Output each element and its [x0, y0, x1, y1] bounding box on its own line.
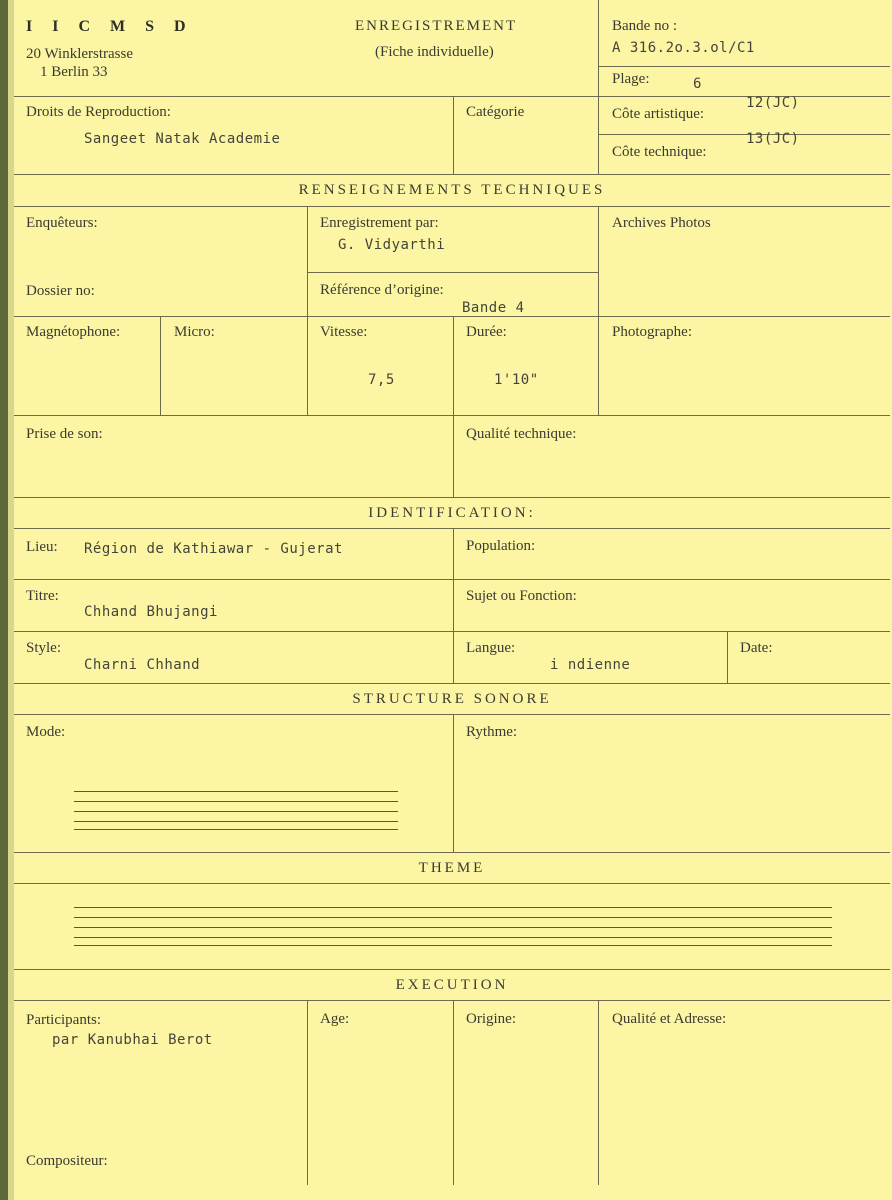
rule — [14, 683, 890, 684]
categorie-label: Catégorie — [466, 104, 525, 120]
form-subtitle: (Fiche individuelle) — [375, 44, 494, 60]
institute-logo: I I C M S D — [26, 18, 194, 35]
theme-writing-line — [74, 937, 832, 938]
date-label: Date: — [740, 640, 773, 656]
lieu-value: Région de Kathiawar - Gujerat — [84, 541, 343, 557]
rule — [14, 415, 890, 416]
rythme-label: Rythme: — [466, 724, 518, 740]
droits-label: Droits de Reproduction: — [26, 104, 171, 120]
section-heading-structure: STRUCTURE SONORE — [352, 691, 552, 707]
rule — [453, 1000, 454, 1185]
rule — [307, 1000, 308, 1185]
langue-label: Langue: — [466, 640, 516, 656]
rule — [14, 969, 890, 970]
address-line-2: 1 Berlin 33 — [40, 64, 108, 80]
duree-value: 1'10" — [494, 372, 539, 388]
rule — [598, 0, 599, 174]
qualite-technique-label: Qualité technique: — [466, 426, 577, 442]
form-title: ENREGISTREMENT — [355, 18, 518, 34]
card-edge-shadow — [0, 0, 8, 1200]
card-edge-highlight — [8, 0, 14, 1200]
mode-writing-line — [74, 821, 398, 822]
reference-value: Bande 4 — [462, 300, 525, 316]
address-line-1: 20 Winklerstrasse — [26, 46, 134, 62]
lieu-label: Lieu: — [26, 539, 58, 555]
reference-label: Référence d’origine: — [320, 282, 444, 298]
rule — [307, 272, 598, 273]
magnetophone-label: Magnétophone: — [26, 324, 121, 340]
micro-label: Micro: — [174, 324, 215, 340]
rule — [598, 134, 890, 135]
section-heading-technique: RENSEIGNEMENTS TECHNIQUES — [298, 182, 606, 198]
rule — [14, 174, 890, 175]
titre-label: Titre: — [26, 588, 59, 604]
bande-value: A 316.2o.3.ol/C1 — [612, 40, 755, 56]
participants-label: Participants: — [26, 1012, 101, 1028]
cote-technique-label: Côte technique: — [612, 144, 707, 160]
rule — [453, 528, 454, 683]
mode-writing-line — [74, 801, 398, 802]
droits-value: Sangeet Natak Academie — [84, 131, 281, 147]
compositeur-label: Compositeur: — [26, 1153, 108, 1169]
vitesse-value: 7,5 — [368, 372, 395, 388]
rule — [598, 1000, 599, 1185]
qualite-adresse-label: Qualité et Adresse: — [612, 1011, 727, 1027]
section-heading-identification: IDENTIFICATION: — [368, 505, 536, 521]
rule — [14, 883, 890, 884]
section-heading-theme: THEME — [418, 860, 486, 876]
plage-value: 6 — [693, 76, 702, 92]
theme-writing-line — [74, 917, 832, 918]
photographe-label: Photographe: — [612, 324, 692, 340]
rule — [453, 96, 454, 174]
titre-value: Chhand Bhujangi — [84, 604, 218, 620]
rule — [14, 528, 890, 529]
rule — [453, 316, 454, 415]
cote-artistique-label: Côte artistique: — [612, 106, 705, 122]
rule — [727, 631, 728, 683]
section-heading-execution: EXECUTION — [395, 977, 509, 993]
rule — [598, 66, 890, 67]
rule — [598, 206, 599, 415]
rule — [14, 1000, 890, 1001]
bande-label: Bande no : — [612, 18, 677, 34]
mode-writing-line — [74, 791, 398, 792]
theme-writing-line — [74, 945, 832, 946]
dossier-label: Dossier no: — [26, 283, 95, 299]
rule — [14, 316, 890, 317]
rule — [14, 852, 890, 853]
participants-value: par Kanubhai Berot — [52, 1032, 213, 1048]
enqueteurs-label: Enquêteurs: — [26, 215, 98, 231]
sujet-label: Sujet ou Fonction: — [466, 588, 577, 604]
style-label: Style: — [26, 640, 62, 656]
rule — [14, 714, 890, 715]
vitesse-label: Vitesse: — [320, 324, 368, 340]
archives-label: Archives Photos — [612, 215, 711, 231]
rule — [453, 714, 454, 852]
rule — [14, 497, 890, 498]
rule — [14, 579, 890, 580]
rule — [307, 206, 308, 415]
rule — [453, 415, 454, 497]
duree-label: Durée: — [466, 324, 507, 340]
enregistrement-value: G. Vidyarthi — [338, 237, 446, 253]
origine-label: Origine: — [466, 1011, 516, 1027]
population-label: Population: — [466, 538, 536, 554]
mode-writing-line — [74, 811, 398, 812]
enregistrement-label: Enregistrement par: — [320, 215, 439, 231]
rule — [160, 316, 161, 415]
style-value: Charni Chhand — [84, 657, 201, 673]
cote-artistique-value: 12(JC) — [746, 95, 800, 111]
age-label: Age: — [320, 1011, 350, 1027]
cote-technique-value: 13(JC) — [746, 131, 800, 147]
theme-writing-line — [74, 907, 832, 908]
rule — [14, 206, 890, 207]
mode-writing-line — [74, 829, 398, 830]
langue-value: i ndienne — [550, 657, 631, 673]
plage-label: Plage: — [612, 71, 650, 87]
mode-label: Mode: — [26, 724, 66, 740]
rule — [14, 631, 890, 632]
theme-writing-line — [74, 927, 832, 928]
prise-de-son-label: Prise de son: — [26, 426, 103, 442]
